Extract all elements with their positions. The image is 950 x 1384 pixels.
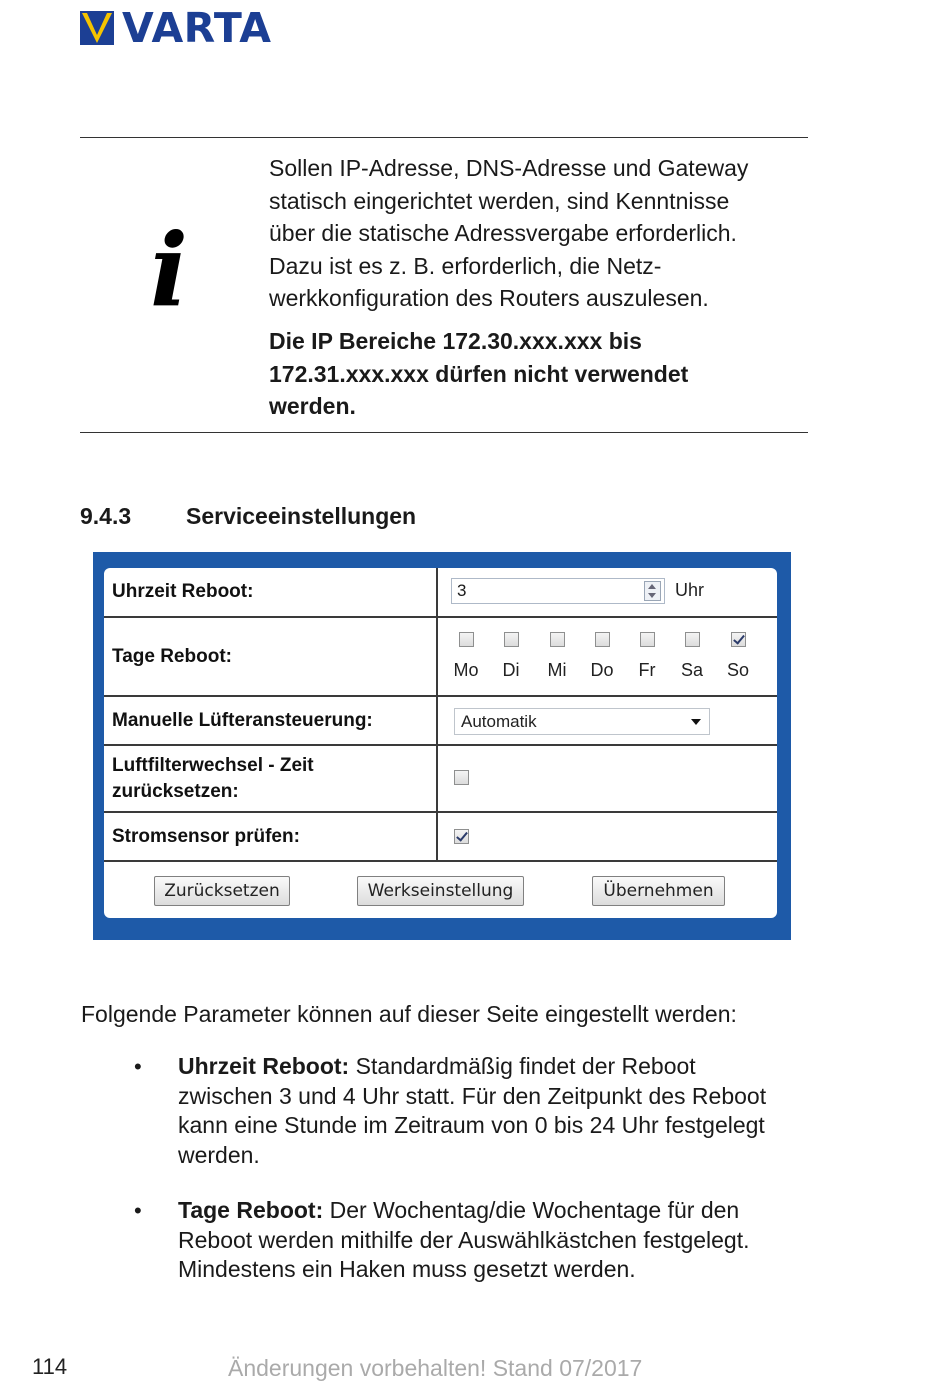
- day-do: [582, 632, 622, 681]
- day-so: [718, 632, 758, 681]
- fan-control-selected: Automatik: [461, 712, 537, 731]
- bullet-icon: •: [134, 1198, 142, 1223]
- reboot-time-unit: Uhr: [675, 580, 705, 600]
- info-paragraph: Sollen IP-Adresse, DNS-Adresse und Gateway statisch eingerichtet werden, sind Kenntnisse über die statische Adressvergabe erforderlich. Dazu ist es z. B. erforderlich, die Netz- werkkonfiguration des Routers auszulesen.: [269, 155, 749, 312]
- filter-reset-checkbox[interactable]: [454, 770, 469, 785]
- day-mi: [537, 632, 577, 681]
- day-do-label: Do: [590, 660, 614, 680]
- reset-button[interactable]: Zurücksetzen: [154, 876, 290, 906]
- filter-reset-row: [104, 746, 777, 813]
- section-number: 9.4.3: [80, 503, 132, 529]
- parameter-list: [80, 1052, 820, 1311]
- day-sa-label: Sa: [680, 660, 704, 680]
- form-buttons: [104, 862, 777, 918]
- list-item: • Uhrzeit Reboot: Standardmäßig findet der Reboot zwischen 3 und 4 Uhr statt. Für den Zeitpunkt des Reboot kann eine Stunde im Zeitraum von 0 bis 24 Uhr festgelegt werden.: [134, 1053, 767, 1168]
- intro-text: Folgende Parameter können auf dieser Seite eingestellt werden:: [81, 1001, 737, 1027]
- reboot-time-value: 3: [457, 581, 467, 600]
- factory-settings-button[interactable]: Werkseinstellung: [357, 876, 524, 906]
- day-mo-checkbox[interactable]: [459, 632, 474, 647]
- info-icon: i: [150, 211, 188, 329]
- reboot-time-row: [104, 568, 777, 618]
- chevron-down-icon[interactable]: [691, 719, 701, 725]
- info-box-bottom-rule: [80, 432, 808, 433]
- day-mi-checkbox[interactable]: [550, 632, 565, 647]
- bullet-term: Tage Reboot:: [178, 1197, 324, 1223]
- day-so-checkbox[interactable]: [731, 632, 746, 647]
- service-settings-panel: [93, 552, 791, 940]
- day-sa: [672, 632, 712, 681]
- reboot-days-label: Tage Reboot:: [104, 618, 438, 695]
- bullet-icon: •: [134, 1054, 142, 1079]
- day-fr-checkbox[interactable]: [640, 632, 655, 647]
- current-sensor-label: Stromsensor prüfen:: [104, 813, 438, 860]
- day-mo-label: Mo: [453, 660, 479, 680]
- day-so-label: So: [726, 660, 750, 680]
- day-fr: [627, 632, 667, 681]
- page-number: 114: [32, 1354, 68, 1379]
- apply-button[interactable]: Übernehmen: [592, 876, 725, 906]
- day-di-checkbox[interactable]: [504, 632, 519, 647]
- info-box-top-rule: [80, 137, 808, 138]
- day-di-label: Di: [502, 660, 520, 680]
- info-text: [269, 152, 809, 423]
- day-do-checkbox[interactable]: [595, 632, 610, 647]
- info-warning: Die IP Bereiche 172.30.xxx.xxx bis 172.31.xxx.xxx dürfen nicht verwendet werden.: [269, 327, 689, 420]
- fan-control-select[interactable]: [454, 708, 710, 735]
- current-sensor-checkbox[interactable]: [454, 829, 469, 844]
- list-item: • Tage Reboot: Der Wochentag/die Wochentage für den Reboot werden mithilfe der Auswählkästchen festgelegt. Mindestens ein Haken muss gesetzt werden.: [134, 1197, 750, 1282]
- day-sa-checkbox[interactable]: [685, 632, 700, 647]
- varta-v-logo-icon: [80, 11, 114, 45]
- section-heading: [80, 500, 416, 532]
- current-sensor-row: [104, 813, 777, 862]
- spinner-arrows-icon[interactable]: [644, 581, 661, 601]
- fan-control-row: [104, 697, 777, 746]
- varta-logo: [80, 4, 272, 52]
- logo-text: VARTA: [122, 4, 272, 52]
- section-title: Serviceeinstellungen: [186, 503, 417, 529]
- reboot-time-spinner[interactable]: [451, 578, 665, 604]
- filter-reset-label: Luftfilterwechsel - Zeit zurücksetzen:: [104, 746, 438, 811]
- bullet-term: Uhrzeit Reboot:: [178, 1053, 350, 1079]
- day-mi-label: Mi: [547, 660, 567, 680]
- settings-form: [104, 568, 777, 918]
- day-fr-label: Fr: [638, 660, 656, 680]
- reboot-time-label: Uhrzeit Reboot:: [104, 568, 438, 616]
- day-di: [491, 632, 531, 681]
- fan-control-label: Manuelle Lüfteransteuerung:: [104, 697, 438, 744]
- day-mo: [446, 632, 486, 681]
- reboot-days-row: [104, 618, 777, 697]
- footer-note: Änderungen vorbehalten! Stand 07/2017: [228, 1355, 643, 1381]
